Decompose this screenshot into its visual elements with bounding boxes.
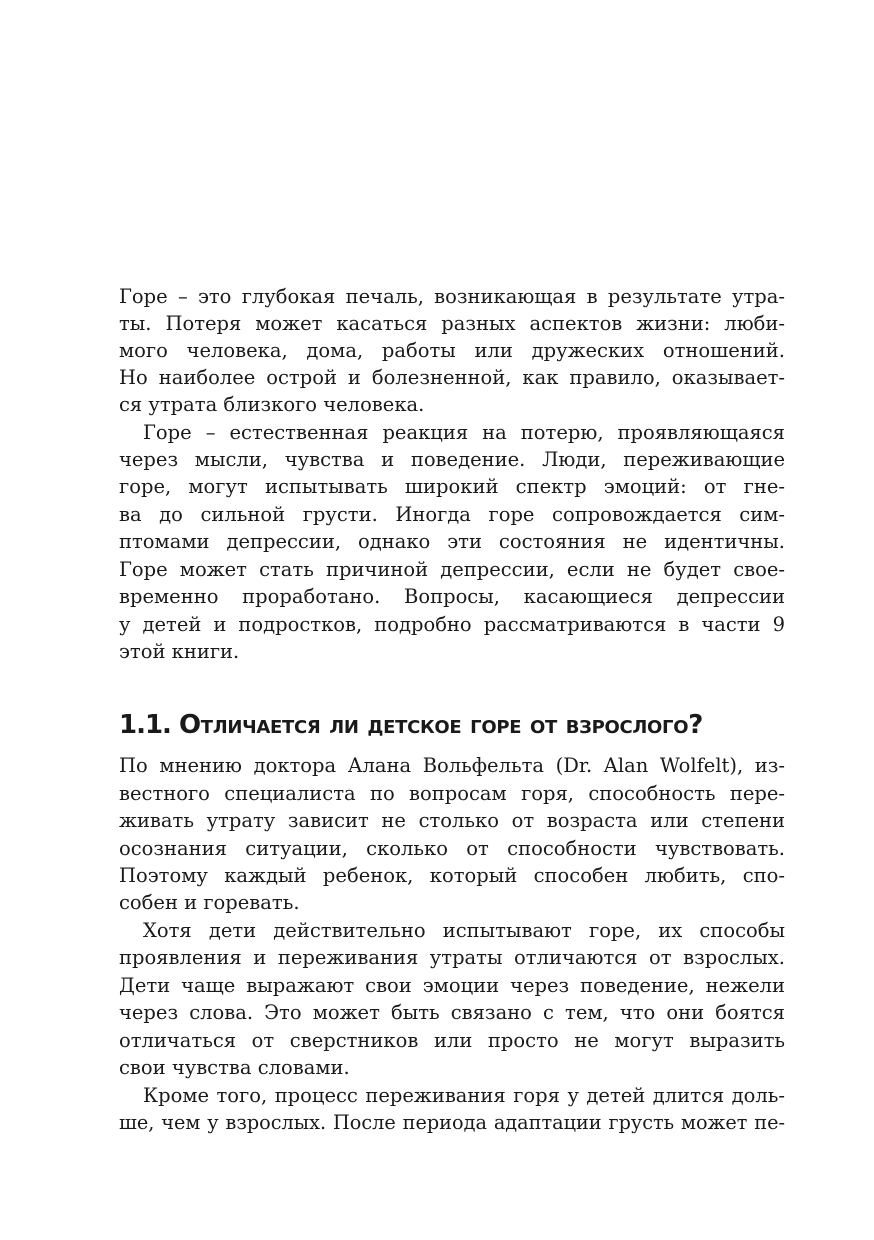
section-title: Отличается ли детское горе от взрослого? — [178, 710, 704, 740]
text-line: мого человека, дома, работы или дружеских отношений. — [119, 339, 785, 362]
text-line: горе, могут испытывать широкий спектр эмоций: от гне- — [119, 475, 785, 498]
text-line: осознания ситуации, сколько от способности чувствовать. — [119, 837, 785, 860]
text-line: Горе – это глубокая печаль, возникающая в результате утра- — [119, 285, 785, 308]
text-line: птомами депрессии, однако эти состояния не идентичны. — [119, 530, 785, 553]
text-line: проявления и переживания утраты отличаются от взрослых. — [119, 946, 785, 969]
text-line: отличаться от сверстников или просто не могут выразить — [119, 1029, 785, 1052]
text-line: Дети чаще выражают свои эмоции через поведение, нежели — [119, 974, 785, 997]
text-line: ше, чем у взрослых. После периода адаптации грусть может пе- — [119, 1111, 785, 1134]
text-line: через слова. Это может быть связано с тем, что они боятся — [119, 1001, 785, 1024]
text-line: этой книги. — [119, 640, 240, 663]
text-line: через мысли, чувства и поведение. Люди, переживающие — [119, 448, 785, 471]
section-heading — [119, 705, 785, 745]
text-line: вестного специалиста по вопросам горя, способность пере- — [119, 782, 785, 805]
text-line: временно проработано. Вопросы, касающиеся депрессии — [119, 585, 785, 608]
section-number: 1.1. — [119, 710, 171, 740]
text-line: Горе может стать причиной депрессии, если не будет свое- — [119, 558, 785, 581]
text-line: Хотя дети действительно испытывают горе, их способы — [143, 919, 785, 942]
text-line: ва до сильной грусти. Иногда горе сопровождается сим- — [119, 503, 785, 526]
text-line: Кроме того, процесс переживания горя у детей длится доль- — [143, 1084, 785, 1107]
text-line: у детей и подростков, подробно рассматриваются в части 9 — [119, 613, 785, 636]
text-line: ты. Потеря может касаться разных аспектов жизни: люби- — [119, 312, 785, 335]
text-line: Но наиболее острой и болезненной, как правило, оказывает- — [119, 366, 785, 389]
text-line: По мнению доктора Алана Вольфельта (Dr. Alan Wolfelt), из- — [119, 754, 785, 777]
text-line: Поэтому каждый ребенок, который способен любить, спо- — [119, 864, 785, 887]
text-line: живать утрату зависит не столько от возраста или степени — [119, 809, 785, 832]
text-line: Горе – естественная реакция на потерю, проявляющаяся — [143, 421, 785, 444]
text-line: ся утрата близкого человека. — [119, 393, 425, 416]
text-line: собен и горевать. — [119, 891, 300, 914]
text-line: свои чувства словами. — [119, 1056, 350, 1079]
